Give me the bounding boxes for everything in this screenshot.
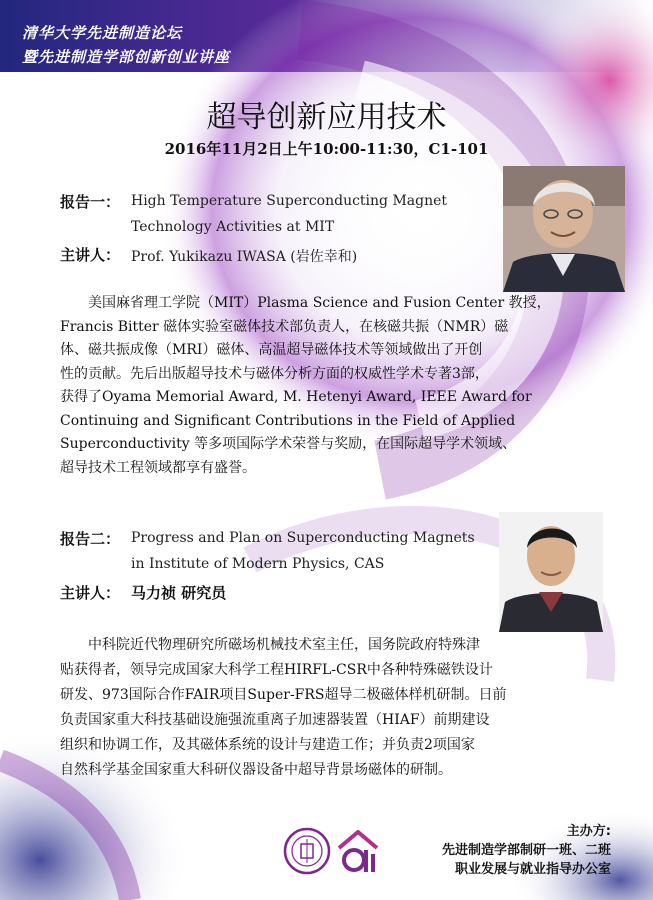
talk1-bio-line: Continuing and Significant Contributions in the Field of Applied: [60, 412, 516, 429]
speaker2-photo: [499, 512, 603, 632]
talk2-title-line2: in Institute of Modern Physics, CAS: [131, 556, 385, 572]
talk1-bio-line: Francis Bitter 磁体实验室磁体技术部负责人，在核磁共振（NMR）磁: [60, 318, 509, 335]
talk1-bio-line: Superconductivity 等多项国际学术荣誉与奖励，在国际超导学术领域、: [60, 436, 517, 452]
talk1-title-line2: Technology Activities at MIT: [131, 219, 335, 235]
talk2-bio-line: 研发、973国际合作FAIR项目Super-FRS超导二极磁体样机研制。日前: [60, 687, 507, 703]
lecture-datetime: 2016年11月2日上午10:00-11:30，C1-101: [164, 140, 489, 158]
talk1-bio-line: 体、磁共振成像（MRI）磁体、高温超导磁体技术等领域做出了开创: [60, 342, 483, 358]
forum-title-line1: 清华大学先进制造论坛: [22, 24, 183, 42]
talk2-report-label: 报告二：: [60, 530, 121, 548]
tsinghua-seal-logo: [283, 827, 331, 875]
talk2-bio-line: 贴获得者，领导完成国家大科学工程HIRFL-CSR中各种特殊磁铁设计: [60, 662, 493, 678]
department-logo: [333, 826, 383, 876]
talk1-report-label: 报告一：: [60, 193, 121, 211]
forum-title-line2: 暨先进制造学部创新创业讲座: [22, 48, 231, 66]
organizer-line1: 先进制造学部制研一班、二班: [441, 843, 611, 858]
speaker1-photo: [503, 166, 625, 292]
talk2-bio-line: 中科院近代物理研究所磁场机械技术室主任，国务院政府特殊津: [88, 637, 480, 653]
talk2-bio-line: 负责国家重大科技基础设施强流重离子加速器装置（HIAF）前期建设: [60, 712, 490, 728]
lecture-title: 超导创新应用技术: [206, 100, 447, 135]
organizer-label: 主办方:: [566, 824, 611, 839]
organizer-line2: 职业发展与就业指导办公室: [454, 862, 611, 877]
talk2-speaker-name: 马力祯 研究员: [131, 584, 227, 602]
talk2-bio-line: 组织和协调工作，及其磁体系统的设计与建造工作；并负责2项国家: [60, 737, 475, 753]
talk2-bio-line: 自然科学基金国家重大科研仪器设备中超导背景场磁体的研制。: [60, 762, 452, 778]
talk2-speaker-label: 主讲人：: [60, 584, 121, 602]
talk2-title-line1: Progress and Plan on Superconducting Magnets: [131, 530, 475, 546]
talk1-bio-line: 超导技术工程领域都享有盛誉。: [60, 459, 256, 476]
talk1-speaker-label: 主讲人：: [60, 246, 121, 264]
talk1-bio-line: 美国麻省理工学院（MIT）Plasma Science and Fusion Center 教授，: [88, 295, 551, 311]
talk1-bio-line: 性的贡献。先后出版超导技术与磁体分析方面的权威性学术专著3部，: [60, 365, 489, 382]
talk1-bio-line: 获得了Oyama Memorial Award, M. Hetenyi Award, IEEE Award for: [60, 389, 532, 405]
talk1-title-line1: High Temperature Superconducting Magnet: [131, 193, 448, 209]
talk1-speaker-name: Prof. Yukikazu IWASA (岩佐幸和): [131, 249, 358, 265]
